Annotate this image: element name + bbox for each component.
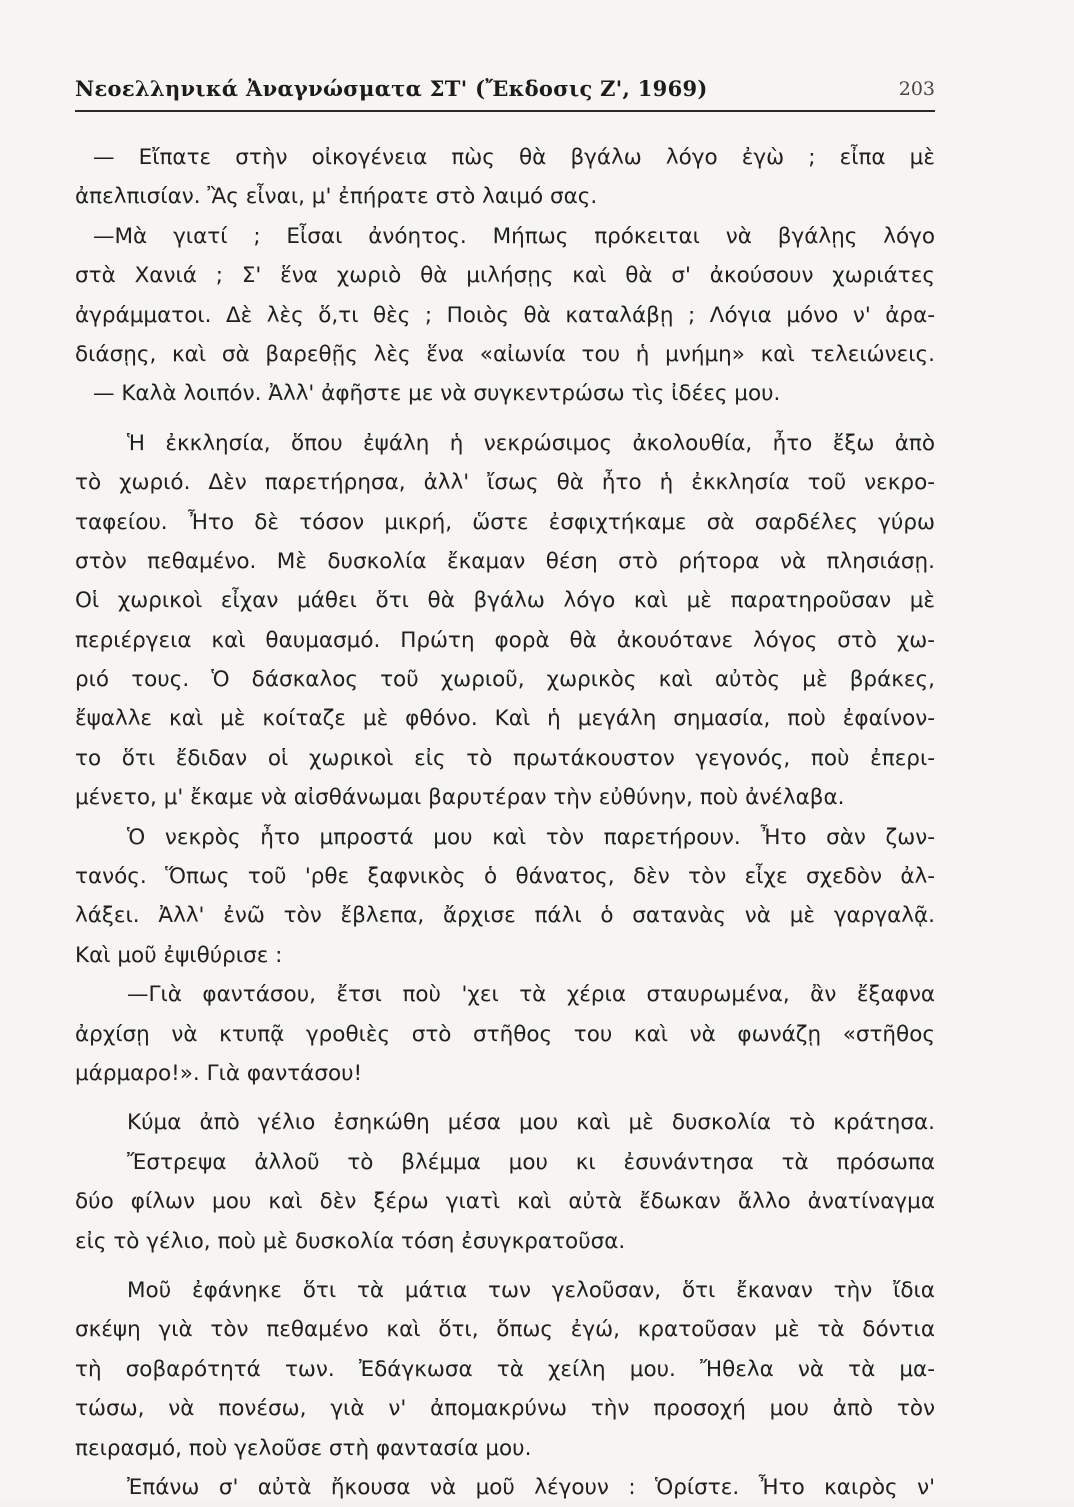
text-line: εἰς τὸ γέλιο, ποὺ μὲ δυσκολία τόση ἐσυγκρατοῦσα. [75,1228,626,1254]
text-line: το ὅτι ἔδιδαν οἱ χωρικοὶ εἰς τὸ πρωτάκουστον γεγονός, ποὺ ἐπερι- [75,745,935,771]
text-line: ἀπελπισίαν. Ἂς εἶναι, μ' ἐπήρατε στὸ λαιμό σας. [75,184,598,210]
text-line: μένετο, μ' ἔκαμε νὰ αἰσθάνωμαι βαρυτέραν τὴν εὐθύνην, ποὺ ἀνέλαβα. [75,785,845,811]
text-line: Ἐπάνω σ' αὐτὰ ἤκουσα νὰ μοῦ λέγουν : Ὁρίστε. Ἦτο καιρὸς ν' [127,1474,935,1500]
text-line: ἀγράμματοι. Δὲ λὲς ὅ,τι θὲς ; Ποιὸς θὰ καταλάβῃ ; Λόγια μόνο ν' ἀρα- [75,302,935,328]
text-line: — Καλὰ λοιπόν. Ἀλλ' ἀφῆστε με νὰ συγκεντρώσω τὶς ἰδέες μου. [93,381,781,407]
text-line: πειρασμό, ποὺ γελοῦσε στὴ φαντασία μου. [75,1435,532,1461]
text-line: Μοῦ ἐφάνηκε ὅτι τὰ μάτια των γελοῦσαν, ὅτι ἔκαναν τὴν ἴδια [127,1277,935,1303]
text-line: στὸν πεθαμένο. Μὲ δυσκολία ἔκαμαν θέση στὸ ρήτορα νὰ πλησιάσῃ. [75,548,935,574]
running-header [75,72,935,106]
body-text [75,138,935,1507]
text-line: — Εἴπατε στὴν οἰκογένεια πὼς θὰ βγάλω λόγο ἐγὼ ; εἶπα μὲ [93,145,935,170]
text-line: Ἡ ἐκκλησία, ὅπου ἐψάλη ἡ νεκρώσιμος ἀκολουθία, ἦτο ἔξω ἀπὸ [127,430,935,456]
text-line: τώσω, νὰ πονέσω, γιὰ ν' ἀπομακρύνω τὴν προσοχή μου ἀπὸ τὸν [75,1396,935,1422]
text-line: τὴ σοβαρότητά των. Ἐδάγκωσα τὰ χείλη μου. Ἤθελα νὰ τὰ μα- [75,1356,935,1382]
text-line: ἔψαλλε καὶ μὲ κοίταζε μὲ φθόνο. Καὶ ἡ μεγάλη σημασία, ποὺ ἐφαίνον- [75,706,935,732]
text-line: Ὁ νεκρὸς ἦτο μπροστά μου καὶ τὸν παρετήρουν. Ἦτο σὰν ζων- [127,824,935,850]
text-line: Καὶ μοῦ ἐψιθύρισε : [75,942,283,968]
header-rule [75,110,935,112]
text-line: λάξει. Ἀλλ' ἐνῶ τὸν ἔβλεπα, ἄρχισε πάλι ὁ σατανὰς νὰ μὲ γαργαλᾷ. [75,903,935,929]
text-line: ριό τους. Ὁ δάσκαλος τοῦ χωριοῦ, χωρικὸς καὶ αὐτὸς μὲ βράκες, [75,667,935,693]
text-line: τανός. Ὅπως τοῦ 'ρθε ξαφνικὸς ὁ θάνατος, δὲν τὸν εἶχε σχεδὸν ἀλ- [75,864,935,890]
text-line: ἀρχίσῃ νὰ κτυπᾷ γροθιὲς στὸ στῆθος του καὶ νὰ φωνάζῃ «στῆθος [75,1021,935,1047]
text-line: σκέψη γιὰ τὸν πεθαμένο καὶ ὅτι, ὅπως ἐγώ, κρατοῦσαν μὲ τὰ δόντια [75,1317,935,1343]
running-header-title: Νεοελληνικά Ἀναγνώσματα ΣΤ' (Ἔκδοσις Ζ', 1969) [75,76,708,101]
text-line: —Μὰ γιατί ; Εἶσαι ἀνόητος. Μήπως πρόκειται νὰ βγάλῃς λόγο [93,223,935,249]
page-number: 203 [898,78,935,100]
text-line: δύο φίλων μου καὶ δὲν ξέρω γιατὶ καὶ αὐτὰ ἔδωκαν ἄλλο ἀνατίναγμα [75,1189,935,1215]
text-line: περιέργεια καὶ θαυμασμό. Πρώτη φορὰ θὰ ἀκουότανε λόγος στὸ χω- [75,627,935,653]
text-line: τὸ χωριό. Δὲν παρετήρησα, ἀλλ' ἴσως θὰ ἦτο ἡ ἐκκλησία τοῦ νεκρο- [75,470,935,496]
text-line: Κύμα ἀπὸ γέλιο ἐσηκώθη μέσα μου καὶ μὲ δυσκολία τὸ κράτησα. [127,1110,935,1136]
text-line: Ἔστρεψα ἀλλοῦ τὸ βλέμμα μου κι ἐσυνάντησα τὰ πρόσωπα [127,1149,935,1175]
text-line: Οἱ χωρικοὶ εἶχαν μάθει ὅτι θὰ βγάλω λόγο καὶ μὲ παρατηροῦσαν μὲ [75,588,935,614]
text-line: μάρμαρο!». Γιὰ φαντάσου! [75,1060,363,1086]
text-line: διάσῃς, καὶ σὰ βαρεθῇς λὲς ἕνα «αἰωνία του ἡ μνήμη» καὶ τελειώνεις. [75,341,935,367]
text-line: —Γιὰ φαντάσου, ἔτσι ποὺ 'χει τὰ χέρια σταυρωμένα, ἂν ἔξαφνα [127,982,935,1008]
text-line: στὰ Χανιά ; Σ' ἕνα χωριὸ θὰ μιλήσῃς καὶ θὰ σ' ἀκούσουν χωριάτες [75,263,935,289]
text-line: ταφείου. Ἦτο δὲ τόσον μικρή, ὥστε ἐσφιχτήκαμε σὰ σαρδέλες γύρω [75,509,935,535]
